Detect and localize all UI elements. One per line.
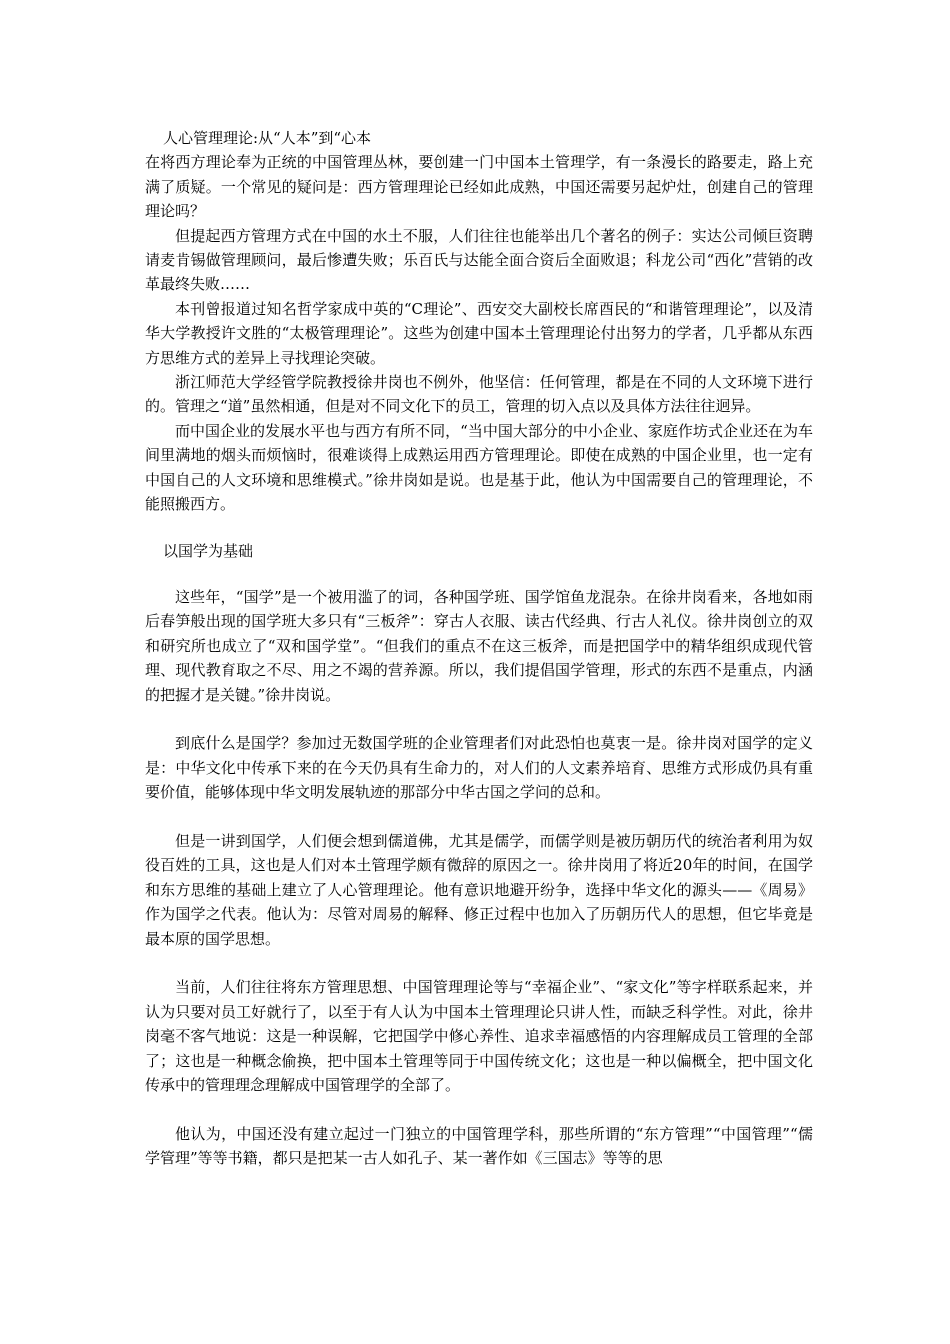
- paragraph-gap: [145, 805, 813, 829]
- paragraph-gap: [145, 707, 813, 731]
- paragraph-gap: [145, 1097, 813, 1121]
- intro-paragraph-4: 浙江师范大学经管学院教授徐井岗也不例外，他坚信：任何管理，都是在不同的人文环境下进行的。管理之“道”虽然相通，但是对不同文化下的员工，管理的切入点以及具体方法往往迥异。: [145, 373, 813, 416]
- article-title: 人心管理理论:从“人本”到“心本: [163, 129, 372, 147]
- section-paragraph-3: 但是一讲到国学，人们便会想到儒道佛，尤其是儒学，而儒学则是被历朝历代的统治者利用为奴役百姓的工具，这也是人们对本土管理学颇有微辞的原因之一。徐井岗用了将近20年的时间，在国学和东方思维的基础上建立了人心管理理论。他有意识地避开纷争，选择中华文化的源头——《周易》作为国学之代表。他认为：尽管对周易的解释、修正过程中也加入了历朝历代人的思想，但它毕竟是最本原的国学思想。: [145, 831, 813, 948]
- intro-paragraph-5: 而中国企业的发展水平也与西方有所不同，“当中国大部分的中小企业、家庭作坊式企业还在为车间里满地的烟头而烦恼时，很难谈得上成熟运用西方管理理论。即使在成熟的中国企业里，也一定有中国自己的人文环境和思维模式。”徐井岗如是说。也是基于此，他认为中国需要自己的管理理论，不能照搬西方。: [145, 421, 813, 514]
- paragraph-gap: [145, 951, 813, 975]
- section-paragraph-1: 这些年，“国学”是一个被用滥了的词，各种国学班、国学馆鱼龙混杂。在徐井岗看来，各地如雨后春笋般出现的国学班大多只有“三板斧”：穿古人衣服、读古代经典、行古人礼仪。徐井岗创立的双和研究所也成立了“双和国学堂”。“但我们的重点不在这三板斧，而是把国学中的精华组织成现代管理、现代教育取之不尽、用之不竭的营养源。所以，我们提倡国学管理，形式的东西不是重点，内涵的把握才是关键。”徐井岗说。: [145, 587, 813, 704]
- section-paragraph-4: 当前，人们往往将东方管理思想、中国管理理论等与“幸福企业”、“家文化”等字样联系起来，并认为只要对员工好就行了，以至于有人认为中国本土管理理论只讲人性，而缺乏科学性。对此，徐井岗毫不客气地说：这是一种误解，它把国学中修心养性、追求幸福感悟的内容理解成员工管理的全部了；这也是一种概念偷换，把中国本土管理等同于中国传统文化；这也是一种以偏概全，把中国文化传承中的管理理念理解成中国管理学的全部了。: [145, 978, 813, 1094]
- section-heading: 以国学为基础: [163, 541, 254, 560]
- intro-paragraph-3: 本刊曾报道过知名哲学家成中英的“C理论”、西安交大副校长席酉民的“和谐管理理论”，以及清华大学教授许文胜的“太极管理理论”。这些为创建中国本土管理理论付出努力的学者，几乎都从东西方思维方式的差异上寻找理论突破。: [145, 299, 813, 367]
- section-paragraph-2: 到底什么是国学？参加过无数国学班的企业管理者们对此恐怕也莫衷一是。徐井岗对国学的定义是：中华文化中传承下来的在今天仍具有生命力的，对人们的人文素养培育、思维方式形成仍具有重要价值，能够体现中华文明发展轨迹的那部分中华古国之学问的总和。: [145, 734, 813, 802]
- intro-paragraph-2: 但提起西方管理方式在中国的水土不服，人们往往也能举出几个著名的例子：实达公司倾巨资聘请麦肯锡做管理顾问，最后惨遭失败；乐百氏与达能全面合资后全面败退；科龙公司“西化”营销的改革最终失败……: [145, 226, 813, 294]
- section-paragraph-5: 他认为，中国还没有建立起过一门独立的中国管理学科，那些所谓的“东方管理”“中国管理”“儒学管理”等等书籍，都只是把某一古人如孔子、某一著作如《三国志》等等的思: [145, 1124, 813, 1168]
- document-page: [145, 126, 813, 1171]
- intro-paragraph-1: 在将西方理论奉为正统的中国管理丛林，要创建一门中国本土管理学，有一条漫长的路要走，路上充满了质疑。一个常见的疑问是：西方管理理论已经如此成熟，中国还需要另起炉灶，创建自己的管理理论吗？: [145, 153, 813, 221]
